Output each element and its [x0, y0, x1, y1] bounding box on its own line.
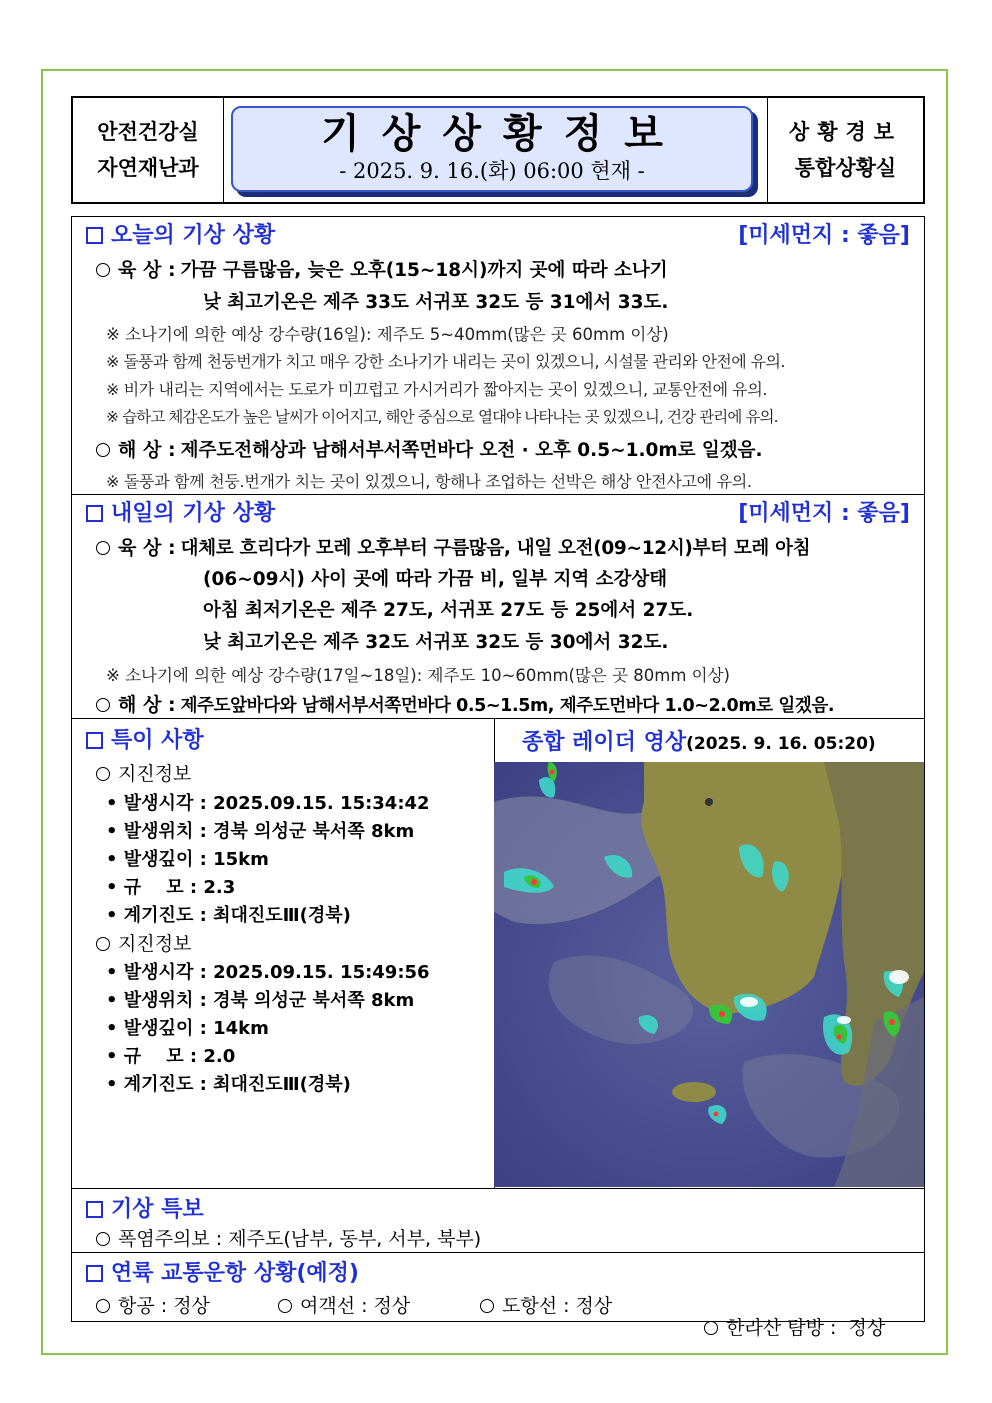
traffic-hallasan: 한라산 탐방 : 정상 [680, 1291, 885, 1362]
heat-advisory: 폭염주의보 : 제주도(남부, 동부, 서부, 북부) [96, 1224, 481, 1251]
tomorrow-fine-dust: [미세먼지 : 좋음] [738, 501, 910, 526]
today-note-2: ※ 돌풍과 함께 천둥번개가 치고 매우 강한 소나기가 내리는 곳이 있겠으니, 시설물 관리와 안전에 유의. [106, 352, 785, 371]
checkbox-icon [86, 732, 103, 749]
circle-icon [96, 1299, 110, 1313]
circle-icon [96, 1232, 110, 1246]
today-fine-dust: [미세먼지 : 좋음] [738, 223, 910, 248]
quake-1-item: • 발생깊이 : 15km [106, 849, 269, 870]
today-note-4: ※ 습하고 체감온도가 높은 날씨가 이어지고, 해안 중심으로 열대야 나타나는 곳 있겠으니, 건강 관리에 유의. [106, 408, 778, 426]
circle-icon [96, 541, 110, 555]
today-sea: 해 상 : 제주도전해상과 남해서부서쪽먼바다 오전 · 오후 0.5~1.0m로 일겠음. [96, 435, 763, 462]
tomorrow-land-line3: 아침 최저기온은 제주 27도, 서귀포 27도 등 25에서 27도. [203, 600, 694, 621]
quake-2-item: • 계기진도 : 최대진도Ⅲ(경북) [106, 1074, 351, 1095]
circle-icon [480, 1299, 494, 1313]
today-heading [86, 218, 275, 249]
circle-icon [96, 698, 110, 712]
today-note-3: ※ 비가 내리는 지역에서는 도로가 미끄럽고 가시거리가 짧아지는 곳이 있겠으니, 교통안전에 유의. [106, 380, 768, 399]
office [767, 98, 923, 202]
header [71, 96, 925, 204]
quake-2-item: • 발생시각 : 2025.09.15. 15:49:56 [106, 962, 430, 983]
department-line2: 자연재난과 [97, 156, 199, 180]
tomorrow-note: ※ 소나기에 의한 예상 강수량(17일~18일): 제주도 10~60mm(많은 곳 80mm 이상) [106, 666, 730, 685]
warning-title: 기상 특보 [111, 1197, 204, 1222]
warning-heading [86, 1192, 204, 1223]
tomorrow-land-line2: (06~09시) 사이 곳에 따라 가끔 비, 일부 지역 소강상태 [203, 569, 668, 590]
traffic-section [71, 1252, 925, 1339]
tomorrow-land: 육 상 : 대체로 흐리다가 모레 오후부터 구름많음, 내일 오전(09~12시)부터 모레 아침 [96, 533, 810, 560]
radar-time: (2025. 9. 16. 05:20) [686, 734, 876, 754]
circle-icon [96, 443, 110, 457]
checkbox-icon [86, 227, 103, 244]
page-title: 기상상황정보 [321, 110, 685, 157]
quake-1-item: • 발생위치 : 경북 의성군 북서쪽 8km [106, 821, 415, 842]
circle-icon [704, 1321, 718, 1335]
quake-2-item: • 발생위치 : 경북 의성군 북서쪽 8km [106, 990, 415, 1011]
office-line1: 상황경보 [788, 120, 903, 144]
checkbox-icon [86, 1265, 103, 1282]
radar-title: 종합 레이더 영상 [522, 730, 687, 755]
today-title: 오늘의 기상 상황 [111, 223, 276, 248]
department-line1: 안전건강실 [97, 120, 199, 144]
quake-1-item: • 계기진도 : 최대진도Ⅲ(경북) [106, 905, 351, 926]
tomorrow-land-line4: 낮 최고기온은 제주 32도 서귀포 32도 등 30에서 32도. [203, 632, 669, 653]
department [73, 98, 224, 202]
quake-2-item: • 규 모 : 2.0 [106, 1046, 236, 1067]
office-line2: 통합상황실 [794, 156, 897, 180]
today-note-1: ※ 소나기에 의한 예상 강수량(16일): 제주도 5~40mm(많은 곳 60mm 이상) [106, 325, 669, 344]
checkbox-icon [86, 505, 103, 522]
checkbox-icon [86, 1201, 103, 1218]
traffic-ferry: 여객선 : 정상 [278, 1291, 410, 1318]
title-box [231, 106, 753, 192]
circle-icon [96, 263, 110, 277]
today-section [71, 216, 925, 495]
today-land: 육 상 : 가끔 구름많음, 늦은 오후(15~18시)까지 곳에 따라 소나기 [96, 255, 668, 282]
quake-1-item: • 발생시각 : 2025.09.15. 15:34:42 [106, 793, 430, 814]
circle-icon [278, 1299, 292, 1313]
today-sea-note: ※ 돌풍과 함께 천둥.번개가 치는 곳이 있겠으니, 항해나 조업하는 선박은 해상 안전사고에 유의. [106, 472, 752, 491]
radar-image [494, 762, 924, 1187]
report-date: - 2025. 9. 16.(화) 06:00 현재 - [339, 159, 645, 183]
circle-icon [96, 767, 110, 781]
tomorrow-title: 내일의 기상 상황 [111, 501, 276, 526]
quake-1-heading: 지진정보 [96, 759, 191, 786]
quake-2-item: • 발생깊이 : 14km [106, 1018, 269, 1039]
warning-section [71, 1188, 925, 1253]
special-title: 특이 사항 [111, 728, 204, 753]
today-land-line2: 낮 최고기온은 제주 33도 서귀포 32도 등 31에서 33도. [203, 292, 669, 313]
radar-map [494, 762, 924, 1187]
tomorrow-heading [86, 496, 275, 527]
quake-1-item: • 규 모 : 2.3 [106, 877, 236, 898]
special-heading [86, 723, 204, 754]
traffic-title: 연륙 교통운항 상황(예정) [111, 1261, 359, 1286]
tomorrow-section [71, 494, 925, 719]
traffic-island-ferry: 도항선 : 정상 [480, 1291, 612, 1318]
quake-2-heading: 지진정보 [96, 929, 191, 956]
traffic-air: 항공 : 정상 [96, 1291, 210, 1318]
radar-heading [522, 725, 876, 756]
circle-icon [96, 937, 110, 951]
tomorrow-sea: 해 상 : 제주도앞바다와 남해서부서쪽먼바다 0.5~1.5m, 제주도먼바다 1.0~2.0m로 일겠음. [96, 690, 834, 717]
traffic-heading [86, 1256, 359, 1287]
